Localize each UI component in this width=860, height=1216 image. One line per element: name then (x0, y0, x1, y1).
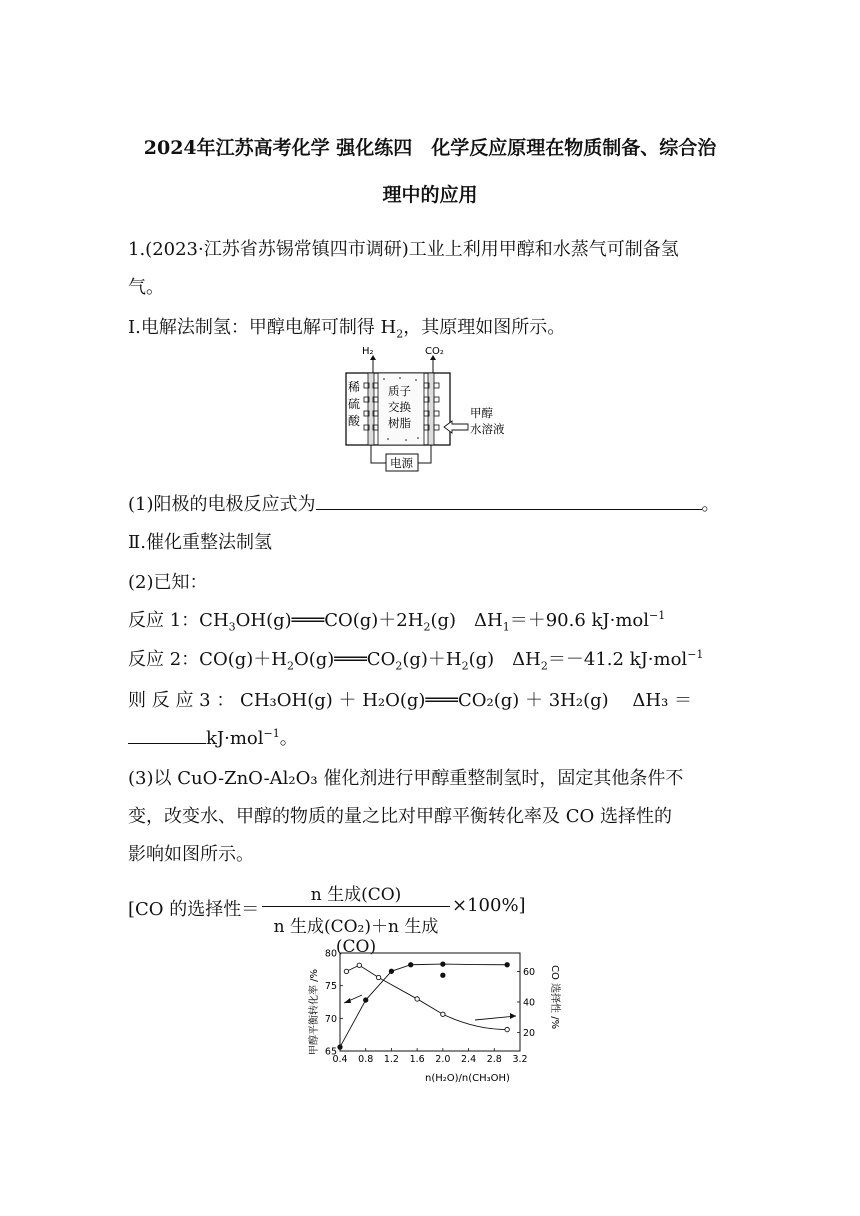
left-label-2: 硫 (348, 397, 361, 411)
selectivity-point (415, 997, 419, 1001)
inlet-label-1: 甲醇 (470, 406, 493, 420)
reaction-1: 反应 1：$CH_3OH(g)═══CO(g)+2H_2(g)$ $\Delta H_1=+90.6$ kJ·mol$^{-1}$ (128, 609, 666, 634)
x-tick-label: 0.4 (332, 1054, 348, 1065)
q1-intro-2: 气。 (128, 277, 164, 298)
selectivity-point (441, 1012, 445, 1016)
membrane-label-3: 树脂 (388, 416, 411, 430)
conversion-point (441, 962, 445, 966)
y-left-label: 甲醇平衡转化率 /% (309, 968, 320, 1055)
x-tick-label: 2.4 (461, 1054, 477, 1065)
selectivity-point (344, 969, 348, 973)
sub-question-3-line-3: 影响如图所示。 (128, 844, 254, 865)
selectivity-point (357, 963, 361, 967)
series-line-2 (346, 965, 507, 1029)
reaction-3: 则 反 应 3 ： CH₃OH(g) ＋ H₂O(g)═══CO₂(g) ＋ 3H₂(g) ΔH₃ ＝ (128, 690, 693, 711)
left-label-1: 稀 (348, 380, 361, 394)
sub-question-1: (1)阳极的电极反应式为 。 (128, 490, 720, 516)
q1-intro-1: 1.(2023·江苏省苏锡常镇四市调研)工业上利用甲醇和水蒸气可制备氢 (128, 239, 679, 260)
selectivity-point (505, 1027, 509, 1031)
y-right-tick-label: 20 (523, 1028, 536, 1040)
definition-prefix: [CO 的选择性＝ (128, 899, 260, 920)
sub-question-3-line-1: (3)以 CuO-ZnO-Al₂O₃ 催化剂进行甲醇重整制氢时，固定其他条件不 (128, 768, 684, 789)
x-axis-label: n(H₂O)/n(CH₃OH) (425, 1073, 510, 1084)
left-label-3: 酸 (348, 414, 361, 428)
reaction-2: 反应 2：$CO(g)+H_2O(g)═══CO_2(g)+H_2(g)$ $\Delta H_2=-41.2$ kJ·mol$^{-1}$ (128, 648, 704, 673)
membrane-label-2: 交换 (388, 400, 411, 414)
electrolysis-diagram (340, 345, 520, 475)
definition-numerator: n 生成(CO) (310, 885, 402, 905)
definition-suffix: ×100%] (452, 895, 526, 916)
definition-denominator: n 生成(CO₂)＋n 生成(CO) (273, 917, 439, 957)
y-right-tick-label: 60 (523, 966, 536, 978)
x-tick-label: 2.8 (486, 1054, 502, 1065)
conversion-selectivity-chart (300, 945, 570, 1095)
y-right-label: CO 选择性 /% (549, 965, 560, 1030)
fraction-bar (262, 906, 450, 907)
part1-heading: Ⅰ.电解法制氢：甲醇电解可制得 $H_2$，其原理如图所示。 (128, 317, 566, 341)
conversion-point (409, 963, 413, 967)
x-tick-label: 2.0 (435, 1054, 451, 1065)
reaction-3-answer: kJ·mol$^{-1}$。 (128, 724, 298, 750)
answer-blank-1[interactable] (316, 491, 702, 510)
answer-blank-2[interactable] (128, 725, 206, 744)
series-line-1 (340, 964, 507, 1047)
h2-label: H₂ (362, 346, 374, 357)
y-left-tick-label: 65 (324, 1046, 337, 1058)
conversion-point (338, 1045, 342, 1049)
title-line-1: 2024年江苏高考化学 强化练四 化学反应原理在物质制备、综合治 (143, 137, 717, 159)
x-tick-label: 0.8 (358, 1054, 374, 1065)
part2-heading: Ⅱ.催化重整法制氢 (128, 532, 272, 553)
y-left-tick-label: 70 (324, 1013, 337, 1025)
x-tick-label: 1.2 (383, 1054, 399, 1065)
title-line-2: 理中的应用 (382, 184, 478, 206)
x-tick-label: 3.2 (512, 1054, 528, 1065)
co2-label: CO₂ (425, 346, 444, 357)
conversion-point (364, 998, 368, 1002)
inlet-label-2: 水溶液 (470, 422, 505, 436)
sub-question-2: (2)已知： (128, 572, 208, 593)
y-left-tick-label: 80 (324, 948, 337, 960)
conversion-point (505, 963, 509, 967)
y-left-tick-label: 75 (324, 981, 337, 993)
sub-question-3-line-2: 变，改变水、甲醇的物质的量之比对甲醇平衡转化率及 CO 选择性的 (128, 806, 672, 827)
y-right-tick-label: 40 (523, 997, 536, 1009)
selectivity-point (376, 975, 380, 979)
membrane-label-1: 质子 (388, 384, 411, 398)
right-axis-arrow (475, 1016, 516, 1020)
power-source-label: 电源 (390, 456, 413, 470)
conversion-point (441, 973, 445, 977)
conversion-point (389, 969, 393, 973)
x-tick-label: 1.6 (409, 1054, 425, 1065)
